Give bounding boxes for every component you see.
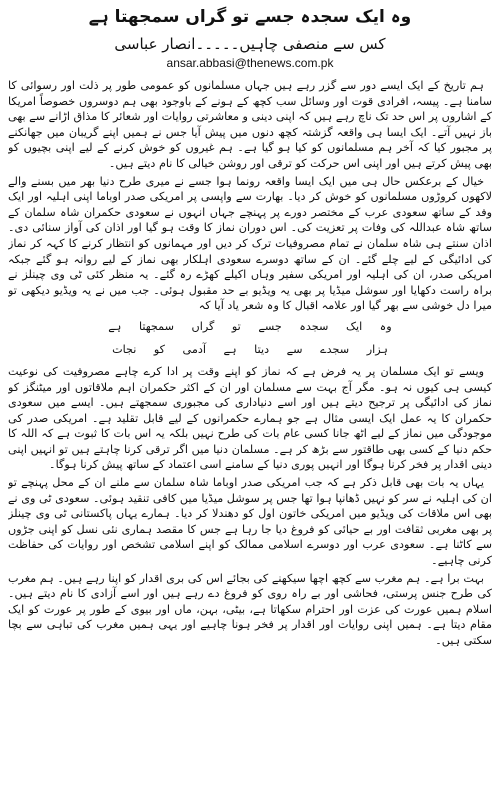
article-paragraph: یہاں یہ بات بھی قابل ذکر ہے کہ جب امریکی صدر اوباما شاہ سلمان سے ملنے ان کے محل پہنچے تو ان کی اہلیہ نے سر کو نہیں ڈھانپا ہوا تھا جس پر سوشل میڈیا میں کافی تنقید ہوئی۔ سعودی ٹی وی نے بھی اس ملاقات کی ویڈیو میں امریکی خاتون اول کو دھندلا کر دیا۔ ہمارے یہاں پاکستانی ٹی وی چینلز پر بھی مغربی ثقافت اور بے حیائی کو فروغ دیا جا رہا ہے جس کا مقصد ہماری نئی نسل کو اپنی جڑوں سے کاٹنا ہے۔ سعودی عرب اور دوسرے اسلامی ممالک کو اپنے اسلامی تشخص اور روایات کی حفاظت کرنی چاہیے۔	[8, 476, 492, 568]
author-email: ansar.abbasi@thenews.com.pk	[166, 56, 334, 70]
verse-line: وہ ایک سجدہ جسے تو گراں سمجھتا ہے	[108, 319, 392, 333]
article-paragraph: بہت برا ہے۔ ہم مغرب سے کچھ اچھا سیکھنے کی بجائے اس کی بری اقدار کو اپنا رہے ہیں۔ ہم مغرب کی طرح جنس پرستی، فحاشی اور بے راہ روی کو فروغ دے رہے ہیں اور اسے آزادی کا نام دیتے ہیں۔ اسلام ہمیں عورت کی عزت اور احترام سکھاتا ہے، بیٹی، بہن، ماں اور بیوی کے طور پر عورت کو ایک مقام دیتا ہے۔ ہمیں اپنی روایات اور اقدار پر فخر ہونا چاہیے اور یہی ہمیں مغرب کی تباہی سے بچا سکتی ہیں۔	[8, 571, 492, 647]
column-byline: کس سے منصفی چاہیں۔۔۔۔۔انصار عباسی	[114, 35, 386, 53]
article-paragraph: ویسے تو ایک مسلمان پر یہ فرض ہے کہ نماز کو اپنے وقت پر ادا کرے چاہے مصروفیت کی نوعیت کیسی ہی کیوں نہ ہو۔ مگر آج بہت سے مسلمان اور ان کے اکثر حکمران اہم ملاقاتوں اور میٹنگز کو نماز کی ادائیگی پر ترجیح دیتے ہیں اور اسے دنیاداری کی مجبوری سمجھتے ہیں۔ ایسے میں سعودی حکمران کا یہ عمل ایک ایسی مثال ہے جو ہمارے حکمرانوں کے لیے قابل تقلید ہے۔ امریکی صدر کی موجودگی میں نماز کے لیے اٹھ جانا کسی عام بات کی طرح نہیں بلکہ یہ اس بات کا ثبوت ہے کہ اللہ کا حکم دنیا کے کسی بھی طاقتور سے بڑھ کر ہے۔ مسلمان دنیا میں اگر ترقی کرنا چاہتے ہیں تو انہیں اپنی دینی اقدار پر فخر کرنا ہوگا اور انہیں پوری دنیا کے سامنے اسی اعتماد کے ساتھ پیش کرنا ہوگا۔	[8, 364, 492, 472]
article-body	[8, 78, 492, 784]
article-paragraph: ہم تاریخ کے ایک ایسے دور سے گزر رہے ہیں جہاں مسلمانوں کو عمومی طور پر ذلت اور رسوائی کا سامنا ہے۔ پیسہ، افرادی قوت اور وسائل سب کچھ کے ہونے کے باوجود بھی ہم دوسروں خصوصاً امریکا کے اشاروں پر اس حد تک ناچ رہے ہیں کہ اپنی دینی و معاشرتی روایات اور شعائر کا مذاق اڑانے سے بھی باز نہیں آتے۔ ایک ایسا ہی واقعہ گزشتہ کچھ دنوں میں پیش آیا جس نے ہمیں اپنے گریبان میں جھانکنے پر مجبور کیا کہ آخر ہم مسلمانوں کو کیا ہو گیا ہے۔ ہم غیروں کو خوش کرنے کے لیے اپنی بچیوں کو بھی پیش کرتے ہیں اور اپنی اس حرکت کو ترقی اور روشن خیالی کا نام دیتے ہیں۔	[8, 79, 492, 170]
article-paragraph: خیال کے برعکس حال ہی میں ایک ایسا واقعہ رونما ہوا جسے نے میری طرح دنیا بھر میں بسنے والے لاکھوں کروڑوں مسلمانوں کو خوش کر دیا۔ بھارت سے واپسی پر امریکی صدر اوباما اپنی اہلیہ اور ایک وفد کے ساتھ سعودی عرب کے مختصر دورے پر پہنچے جہاں انہوں نے سعودی حکمران شاہ سلمان کے ساتھ شاہ عبداللہ کی وفات پر تعزیت کی۔ اس دوران نماز کا وقت ہو گیا اور اذان کی آواز سنائی دی۔ اذان سنتے ہی شاہ سلمان نے تمام مصروفیات ترک کر دیں اور مہمانوں کو انتظار کرنے کا کہہ کر نماز کی ادائیگی کے لیے چلے گئے۔ ان کے ساتھ دوسرے سعودی اہلکار بھی نماز کے لیے روانہ ہو گئے جبکہ امریکی صدر، ان کی اہلیہ اور امریکی سفیر وہاں اکیلے کھڑے رہ گئے۔ یہ منظر کئی ٹی وی چینلز نے براہ راست دکھایا اور سوشل میڈیا پر بھی یہ ویڈیو بے حد مقبول ہوئی۔ جب میں نے یہ ویڈیو دیکھی تو میرا دل خوشی سے بھر گیا اور علامہ اقبال کا وہ شعر یاد آیا کہ	[8, 174, 492, 313]
article-text	[8, 78, 492, 649]
verse-line: ہزار سجدے سے دیتا ہے آدمی کو نجات	[112, 342, 388, 356]
column-title: وہ ایک سجدہ جسے تو گراں سمجھتا ہے	[88, 7, 412, 27]
column-header	[8, 6, 492, 70]
